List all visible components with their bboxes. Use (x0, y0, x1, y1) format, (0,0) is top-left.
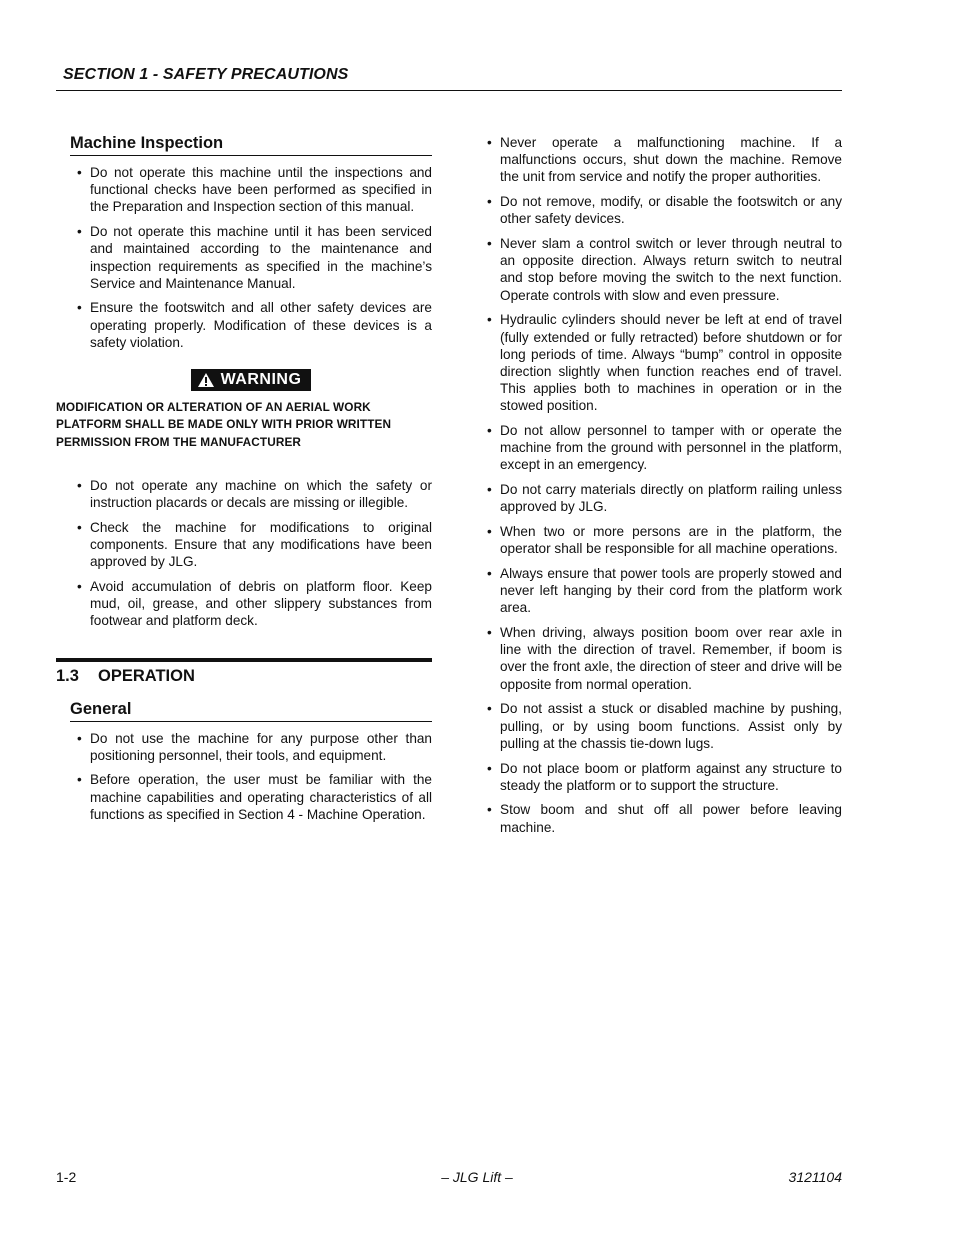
list-item: • When driving, always position boom over rear axle in line with the direction of travel. Remember, if boom is over the front axle, the direction of steer and drive will be opposite from normal operation. (486, 624, 842, 693)
section-heading (56, 667, 432, 686)
header-divider (56, 90, 842, 91)
list-item: • Hydraulic cylinders should never be left at end of travel (fully extended or fully retracted) before shutdown or for long periods of time. Always “bump” control in opposite direction slightly when function reaches end of travel. This applies both to machines in operation or in the stowed position. (486, 311, 842, 414)
additional-checks-list (56, 477, 432, 630)
list-item: • When two or more persons are in the platform, the operator shall be responsible for all machine operations. (486, 523, 842, 557)
operation-rules-list (486, 134, 842, 836)
list-item: • Check the machine for modifications to original components. Ensure that any modifications have been approved by JLG. (56, 519, 432, 571)
list-item: • Do not carry materials directly on platform railing unless approved by JLG. (486, 481, 842, 515)
footer-publisher: – JLG Lift – (441, 1169, 513, 1185)
warning-label-box (191, 369, 312, 391)
page-number: 1-2 (56, 1169, 77, 1185)
general-list (56, 730, 432, 824)
page-header-title: SECTION 1 - SAFETY PRECAUTIONS (63, 66, 349, 83)
list-item: • Always ensure that power tools are properly stowed and never left hanging by their cord from the platform work area. (486, 565, 842, 617)
list-item: • Stow boom and shut off all power before leaving machine. (486, 801, 842, 835)
list-item: • Never slam a control switch or lever through neutral to an opposite direction. Always return switch to neutral and stop before moving the switch to the next function. Operate controls with slow and even pressure. (486, 235, 842, 304)
list-item: • Do not use the machine for any purpose other than positioning personnel, their tools, and equipment. (56, 730, 432, 764)
list-item: • Do not allow personnel to tamper with or operate the machine from the ground with personnel in the platform, except in an emergency. (486, 422, 842, 474)
warning-label: WARNING (220, 371, 302, 389)
section-title: OPERATION (98, 666, 195, 685)
list-item: • Before operation, the user must be familiar with the machine capabilities and operating characteristics of all functions as specified in Section 4 - Machine Operation. (56, 771, 432, 823)
list-item: • Do not operate this machine until the inspections and functional checks have been performed as specified in the Preparation and Inspection section of this manual. (56, 164, 432, 216)
section-divider (56, 658, 432, 662)
machine-inspection-heading: Machine Inspection (70, 134, 432, 156)
list-item: • Do not operate any machine on which the safety or instruction placards or decals are missing or illegible. (56, 477, 432, 511)
warning-text: MODIFICATION OR ALTERATION OF AN AERIAL WORK PLATFORM SHALL BE MADE ONLY WITH PRIOR WRITTEN PERMISSION FROM THE MANUFACTURER (56, 400, 392, 449)
list-item: • Avoid accumulation of debris on platform floor. Keep mud, oil, grease, and other slippery substances from footwear and platform deck. (56, 578, 432, 630)
section-number: 1.3 (56, 666, 79, 685)
warning-triangle-icon (197, 372, 215, 388)
general-heading: General (70, 700, 432, 722)
warning-banner (56, 369, 432, 393)
list-item: • Ensure the footswitch and all other safety devices are operating properly. Modification of these devices is a safety violation. (56, 299, 432, 351)
right-column (486, 134, 842, 843)
document-number: 3121104 (788, 1169, 842, 1185)
list-item: • Never operate a malfunctioning machine. If a malfunctions occurs, shut down the machine. Remove the unit from service and notify the proper authorities. (486, 134, 842, 186)
list-item: • Do not assist a stuck or disabled machine by pushing, pulling, or by using boom functions. Assist only by pulling at the chassis tie-down lugs. (486, 700, 842, 752)
list-item: • Do not operate this machine until it has been serviced and maintained according to the maintenance and inspection requirements as specified in the machine’s Service and Maintenance Manual. (56, 223, 432, 292)
left-column (56, 134, 432, 831)
list-item: • Do not place boom or platform against any structure to steady the platform or to support the structure. (486, 760, 842, 794)
machine-inspection-list (56, 164, 432, 351)
list-item: • Do not remove, modify, or disable the footswitch or any other safety devices. (486, 193, 842, 227)
